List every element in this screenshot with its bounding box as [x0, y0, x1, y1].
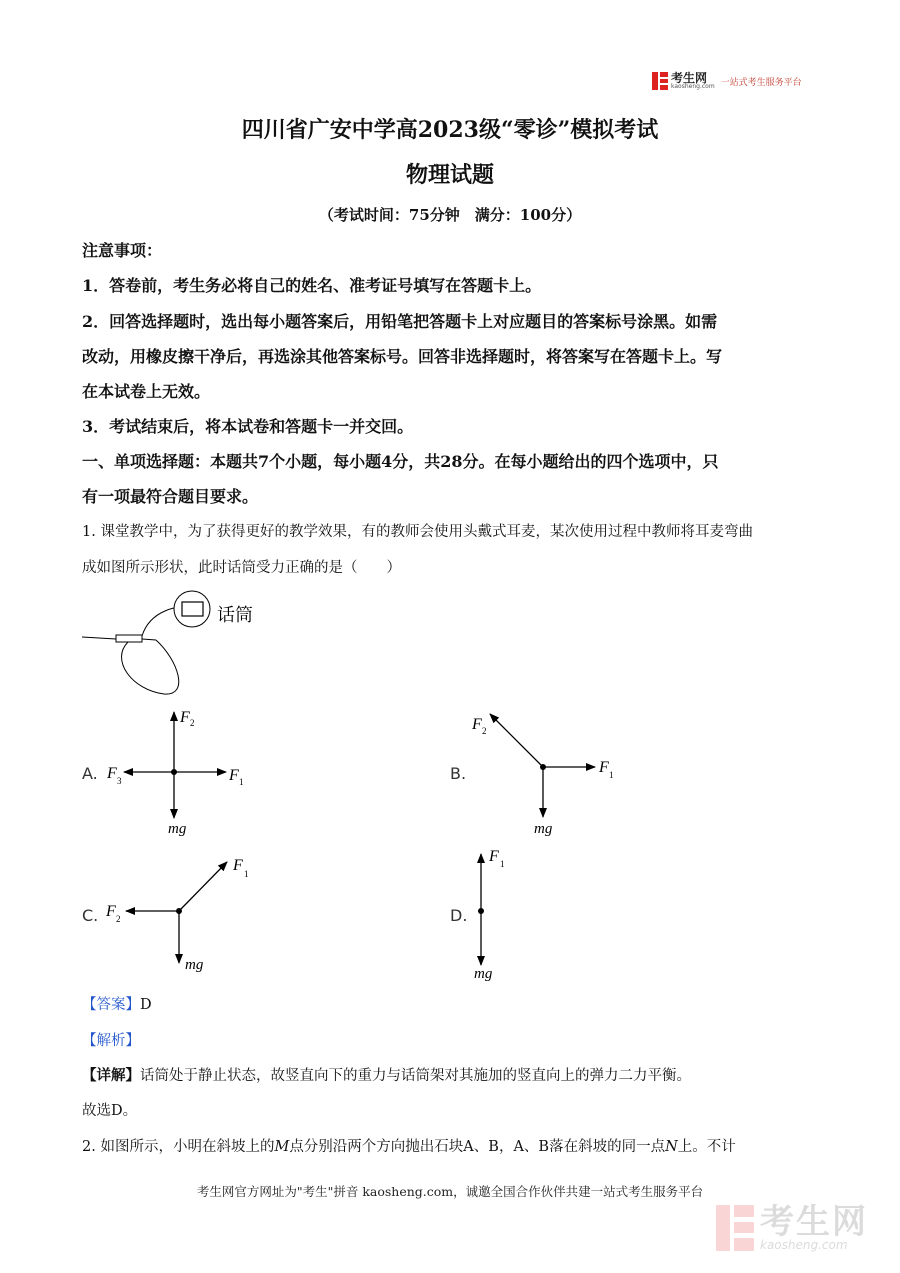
label-f1-sub: 1 — [609, 770, 614, 780]
microphone-icon — [182, 602, 203, 616]
force-arrow-f1 — [179, 862, 227, 911]
force-point — [540, 764, 546, 770]
watermark-name: 考生网 — [760, 1202, 868, 1242]
exam-info: （考试时间：75分钟 满分：100分） — [318, 206, 582, 224]
watermark-logo-icon — [716, 1205, 754, 1251]
label-mg: mg — [185, 957, 204, 973]
watermark — [716, 1202, 868, 1252]
microphone-label: 话筒 — [217, 605, 253, 626]
detail-tag: 【详解】 — [82, 1067, 140, 1084]
question-2-line-1: 2. 如图所示，小明在斜坡上的M点分别沿两个方向抛出石块A、B，A、B落在斜坡的同一点N上。不计 — [82, 1139, 736, 1155]
exam-subtitle: 物理试题 — [405, 162, 494, 188]
headset-figure — [80, 590, 280, 702]
label-f2-sub: 2 — [190, 718, 195, 728]
label-f2: F — [180, 709, 190, 726]
headset-cable — [82, 637, 116, 639]
label-mg: mg — [168, 821, 187, 837]
exam-title: 四川省广安中学高2023级“零诊”模拟考试 — [241, 117, 659, 143]
brand-logo-icon — [652, 72, 668, 90]
brand-logo — [652, 72, 802, 90]
label-mg: mg — [534, 821, 553, 837]
option-b-diagram — [468, 700, 638, 840]
label-f3: F — [107, 765, 117, 782]
brand-slogan: 一站式考生服务平台 — [720, 77, 802, 88]
force-point — [176, 908, 182, 914]
section-heading-line-1: 一、单项选择题：本题共7个小题，每小题4分，共28分。在每小题给出的四个选项中，只 — [82, 452, 719, 471]
analysis-tag: 【解析】 — [82, 1033, 140, 1049]
notes-heading: 注意事项： — [82, 241, 163, 260]
section-heading-line-2: 有一项最符合题目要求。 — [82, 487, 259, 506]
option-d-diagram — [468, 840, 568, 985]
answer-tag: 【答案】 — [82, 997, 140, 1013]
page-footer: 考生网官方网址为"考生"拼音 kaosheng.com，诚邀全国合作伙伴共建一站式考生服务平台 — [196, 1184, 704, 1199]
question-1-line-1: 1. 课堂教学中，为了获得更好的教学效果，有的教师会使用头戴式耳麦，某次使用过程中教师将耳麦弯曲 — [82, 524, 753, 540]
answer-line — [82, 995, 822, 1015]
label-f1-sub: 1 — [239, 777, 244, 787]
force-point — [171, 769, 177, 775]
label-f3-sub: 3 — [117, 776, 122, 786]
detail-text: 话筒处于静止状态，故竖直向下的重力与话筒架对其施加的竖直向上的弹力二力平衡。 — [140, 1068, 691, 1084]
label-f2-sub: 2 — [116, 914, 121, 924]
label-f1: F — [229, 767, 239, 784]
force-point — [478, 908, 484, 914]
label-f1: F — [599, 759, 609, 776]
label-f1: F — [489, 848, 499, 865]
label-f1-sub: 1 — [244, 869, 249, 879]
note-line-4: 在本试卷上无效。 — [82, 382, 211, 401]
point-m: M — [274, 1139, 290, 1155]
label-f2-sub: 2 — [482, 726, 487, 736]
label-f1-sub: 1 — [500, 859, 505, 869]
headset-band — [122, 640, 179, 694]
brand-domain: kaosheng.com — [671, 83, 715, 90]
watermark-domain: kaosheng.com — [760, 1238, 848, 1252]
conclusion-line: 故选D。 — [82, 1103, 138, 1119]
answer-value: D — [140, 997, 152, 1013]
option-c-diagram — [100, 845, 270, 980]
option-b-label: B. — [450, 764, 467, 783]
label-f2: F — [106, 903, 116, 920]
headset-clip — [116, 635, 142, 642]
question-1-line-2: 成如图所示形状，此时话筒受力正确的是（ ） — [82, 560, 401, 576]
note-line-2: 2．回答选择题时，选出每小题答案后，用铅笔把答题卡上对应题目的答案标号涂黑。如需 — [82, 312, 718, 331]
option-a-label: A. — [82, 764, 98, 783]
note-line-5: 3．考试结束后，将本试卷和答题卡一并交回。 — [82, 417, 414, 436]
detail-line — [82, 1066, 822, 1086]
option-a-diagram — [98, 700, 268, 840]
force-arrow-f2 — [490, 714, 543, 767]
option-d-label: D. — [450, 906, 468, 925]
point-n: N — [665, 1139, 678, 1155]
option-c-label: C. — [82, 906, 99, 925]
label-f2: F — [472, 716, 482, 733]
label-f1: F — [233, 857, 243, 874]
label-mg: mg — [474, 966, 493, 982]
note-line-1: 1．答卷前，考生务必将自己的姓名、准考证号填写在答题卡上。 — [82, 276, 542, 295]
brand-name: 考生网 — [671, 71, 708, 85]
note-line-3: 改动，用橡皮擦干净后，再选涂其他答案标号。回答非选择题时，将答案写在答题卡上。写 — [82, 347, 723, 366]
